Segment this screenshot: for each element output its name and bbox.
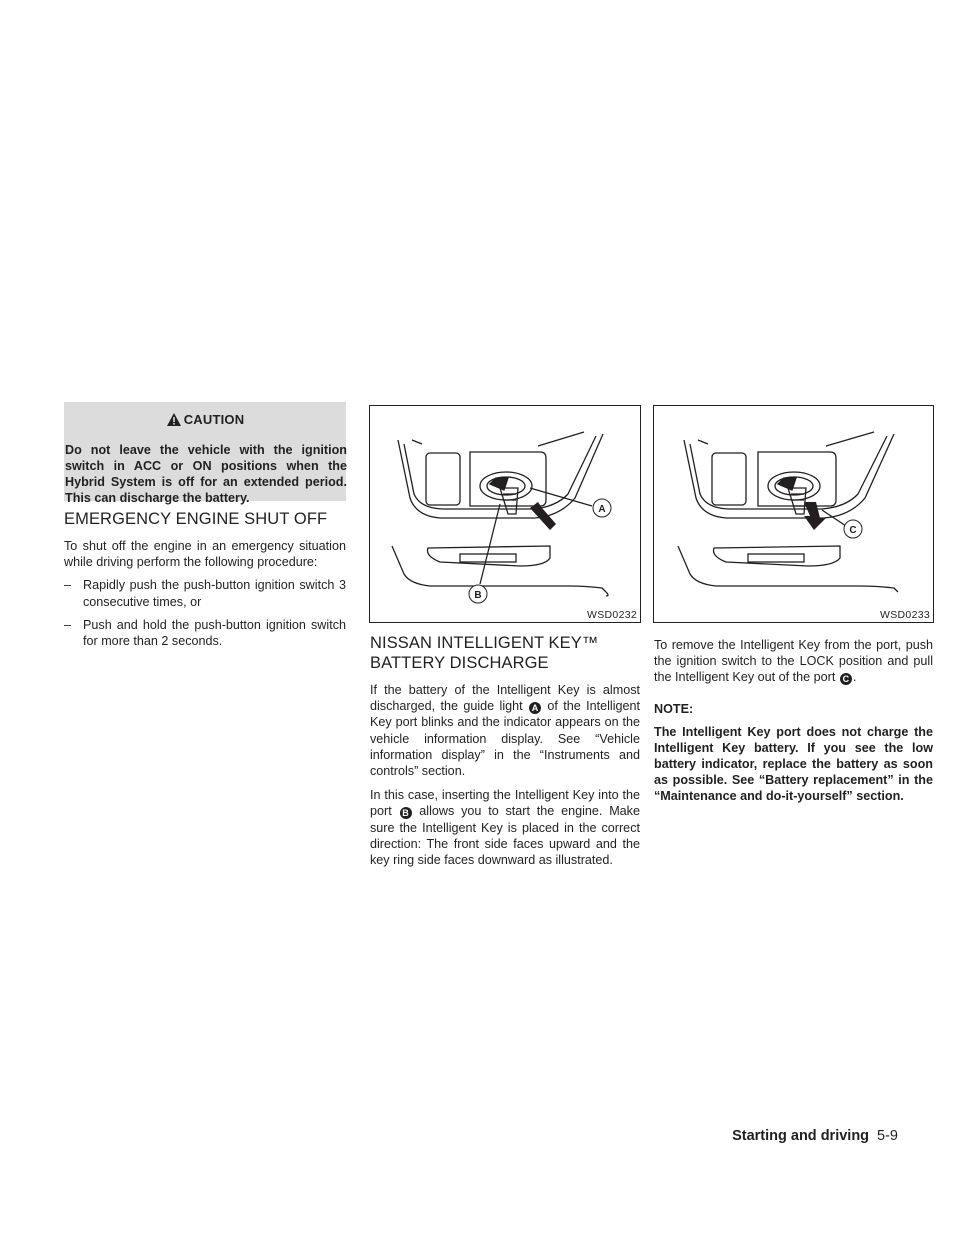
caution-text: Do not leave the vehicle with the ignition switch in ACC or ON positions when the Hybrid System is off for an extended period. This can discharge the battery. (65, 443, 347, 505)
figure-code: WSD0233 (880, 609, 930, 621)
remove-paragraph (654, 637, 933, 686)
list-item-text: Rapidly push the push-button ignition switch 3 consecutive times, or (83, 578, 346, 609)
caution-heading (64, 412, 346, 427)
paragraph-text: . (852, 670, 857, 685)
paragraph-text: of the Intelligent Key port blinks and the indicator appears on the vehicle information display. See “Vehicle information display” in the “Instruments and controls” section. (370, 699, 641, 779)
page-footer (732, 1128, 898, 1144)
key-port-illustration (654, 406, 933, 622)
emergency-section (64, 509, 346, 649)
discharge-heading-line1: NISSAN INTELLIGENT KEY™ (370, 634, 599, 652)
figure-key-port-insert (369, 405, 641, 623)
list-item-text: Push and hold the push-button ignition switch for more than 2 seconds. (83, 617, 346, 649)
emergency-intro: To shut off the engine in an emergency situation while driving perform the following procedure: (64, 539, 346, 570)
figure-key-port-remove (653, 405, 934, 623)
callout-c-icon: C (840, 673, 852, 685)
figure-label-a: A (598, 504, 606, 515)
list-dash: – (64, 578, 72, 593)
discharge-paragraph-2 (370, 787, 640, 868)
list-dash: – (64, 617, 72, 632)
paragraph-text: allows you to start the engine. Make sure the Intelligent Key is placed in the correct direction: The front side faces upward and the key ring side faces downward as illustrated. (370, 804, 640, 868)
figure-label-b: B (474, 590, 482, 601)
note-text: The Intelligent Key port does not charge the Intelligent Key battery. If you see the low battery indicator, replace the battery as soon as possible. See “Battery replacement” in the “Maintenance and do-it-yourself” section. (654, 724, 933, 804)
caution-heading-text: CAUTION (183, 412, 245, 427)
emergency-heading: EMERGENCY ENGINE SHUT OFF (64, 510, 328, 528)
caution-box (64, 402, 347, 505)
figure-code: WSD0232 (587, 609, 637, 621)
discharge-section (370, 633, 640, 868)
warning-triangle-icon (166, 412, 182, 427)
discharge-heading-line2: BATTERY DISCHARGE (370, 654, 549, 672)
discharge-paragraph-1 (370, 682, 640, 779)
remove-section (654, 637, 933, 805)
paragraph-text: To remove the Intelligent Key from the port, push the ignition switch to the LOCK position and pull the Intelligent Key out of the port (654, 638, 933, 685)
list-item (64, 617, 346, 649)
discharge-heading (370, 633, 640, 673)
note-label: NOTE: (654, 701, 694, 716)
page-number: 5-9 (877, 1128, 898, 1144)
figure-label-c: C (849, 525, 857, 536)
list-item (64, 577, 346, 609)
callout-a-icon: A (529, 702, 541, 714)
footer-section-title: Starting and driving (732, 1128, 870, 1144)
paragraph-text: If the battery of the Intelligent Key is almost discharged, the guide light (370, 683, 640, 714)
key-port-illustration (370, 406, 640, 622)
paragraph-text: In this case, inserting the Intelligent Key into the port (370, 788, 640, 819)
callout-b-icon: B (400, 807, 412, 819)
